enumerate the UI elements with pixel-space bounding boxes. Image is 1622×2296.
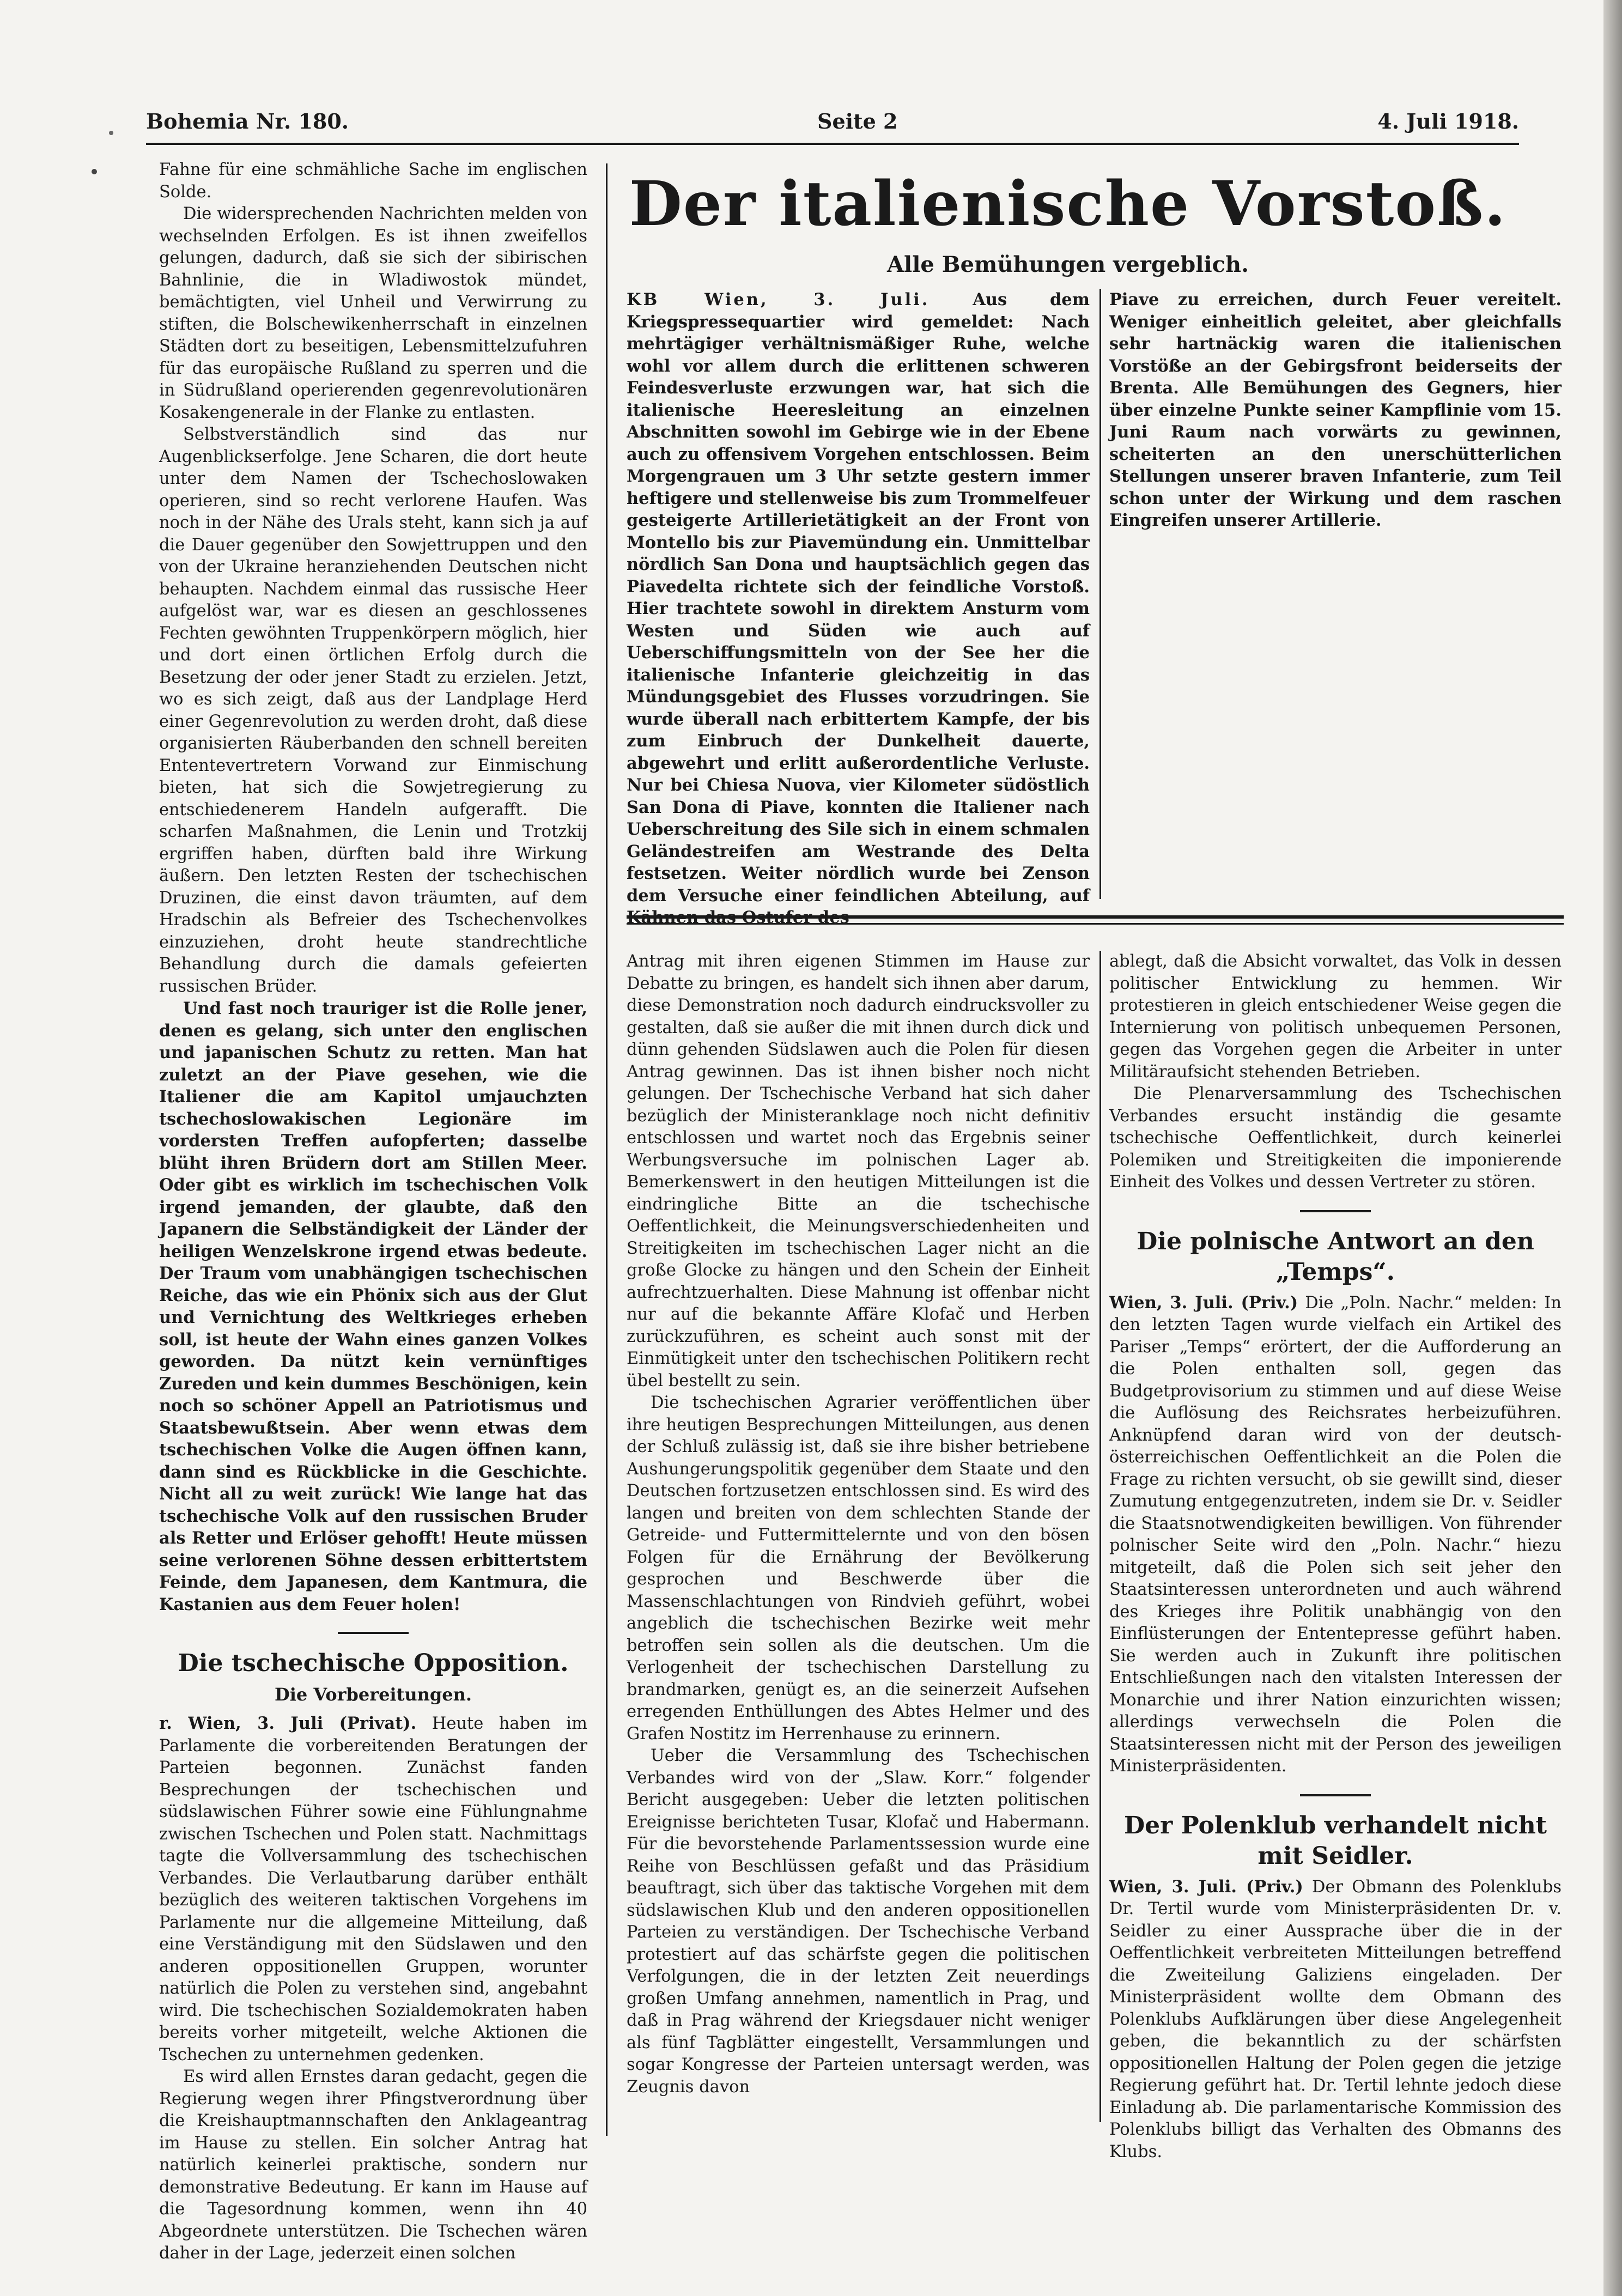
paragraph: [627, 289, 1090, 929]
paragraph-text: Heute haben im Parlamente die vorbereitenden Beratungen der Parteien begonnen. Zunächst fanden Besprechungen der tschechischen und südslawischen Führer sowie eine Fühlungnahme zwischen Tschechen und Polen statt. Nachmittags tagte die Vollversammlung des tschechischen Verbandes. Die Verlautbarung darüber enthält bezüglich des weiteren taktischen Vorgehens im Parlamente nur die allgemeine Mitteilung, daß eine Verständigung mit den Südslawen und den anderen oppositionellen Gruppen, worunter natürlich die Polen zu verstehen sind, angebahnt wird. Die tschechischen Sozialdemokraten haben bereits vorher mitgeteilt, welche Aktionen die Tschechen zu unternehmen gedenken.: [159, 1714, 587, 2064]
paragraph: Es wird allen Ernstes daran gedacht, gegen die Regierung wegen ihrer Pfingstverordnung über die Kreishauptmannschaften den Anklageantrag im Hause zu stellen. Ein solcher Antrag hat natürlich keinerlei praktische, sondern nur demonstrative Bedeutung. Er kann im Hause auf die Tagesordnung kommen, wenn ihn 40 Abgeordnete unterstützen. Die Tschechen wären daher in der Lage, jederzeit einen solchen: [159, 2067, 587, 2263]
column-rule: [1099, 951, 1101, 2122]
punch-hole-mark: [92, 169, 97, 174]
paragraph: Die Plenarversammlung des Tschechischen Verbandes ersucht inständig die gesamte tschechische Oeffentlichkeit, durch keinerlei Polemiken und Streitigkeiten die imponierende Einheit des Volkes und dessen Vertreter zu stören.: [1109, 1084, 1562, 1192]
column-1: [159, 159, 587, 2263]
masthead-issue: Bohemia Nr. 180.: [146, 109, 349, 133]
paragraph: [1109, 1876, 1562, 2164]
dateline: r. Wien, 3. Juli (Privat).: [159, 1714, 417, 1733]
dateline: Wien, 3. Juli. (Priv.): [1109, 1292, 1298, 1313]
column-4: [1109, 951, 1562, 2161]
paragraph: Die tschechischen Agrarier veröffentlichen über ihre heutigen Besprechungen Mitteilungen, aus denen der Schluß zulässig ist, daß sie ihre bisher betriebene Aushungerungspolitik gegenüber dem Staate und den Deutschen fortzusetzen entschlossen sind. Es wird des langen und breiten von dem schlechten Stande der Getreide- und Futtermittelernte und von den bösen Folgen für die Ernährung der Bevölkerung gesprochen und Beschwerde über die Massenschlachtungen von Rindvieh geführt, wobei angeblich die tschechischen Bezirke weit mehr betroffen sein sollen als die deutschen. Um die Verlogenheit der tschechischen Darstellung zu brandmarken, genügt es, an die seinerzeit Aufsehen erregenden Enthüllungen des Abtes Helmer und des Grafen Nostitz im Herrenhause zu erinnern.: [627, 1393, 1090, 1744]
paragraph: Fahne für eine schmähliche Sache im englischen Solde.: [159, 160, 587, 202]
section-rule: [627, 923, 1564, 925]
paragraph: [159, 1712, 587, 2066]
article-subheadline: Alle Bemühungen vergeblich.: [886, 252, 1249, 277]
section-rule: [627, 915, 1564, 919]
page-number: Seite 2: [817, 109, 898, 133]
issue-date: 4. Juli 1918.: [1377, 109, 1519, 133]
page-header: [146, 109, 1519, 142]
paragraph-text: Die „Poln. Nachr.“ melden: In den letzten Tagen wurde vielfach ein Artikel des Pariser „Temps“ erörtert, der die Aufforderung an die Polen enthalten soll, gegen das Budgetprovisorium zu stimmen und auf diese Weise die Auflösung des Reichsrates herbeizuführen. Anknüpfend daran wird von der deutsch-österreichischen Oeffentlichkeit an die Polen die Frage zu richten versucht, ob sie gewillt sind, dieser Zumutung entgegenzutreten, indem sie Dr. v. Seidler die Staatsnotwendigkeiten bewilligen. Von führender polnischer Seite wird den „Poln. Nachr.“ hiezu mitgeteilt, daß die Polen sich seit jeher den Staatsinteressen unterordneten und auch während des Krieges ihre Politik unabhängig von den Einflüsterungen der Ententepresse geführt haben. Sie werden auch in Zukunft ihre politischen Entschließungen nach den vitalsten Interessen der Monarchie und ihrer Nation einzurichten wissen; allerdings verwechseln die Polen die Staatsinteressen nicht mit der Person des jeweiligen Ministerpräsidenten.: [1109, 1293, 1562, 1776]
paragraph: ablegt, daß die Absicht vorwaltet, das Volk in dessen politischer Entwicklung zu hemmen. Wir protestieren in gleich entschiedener Weise gegen die Internierung von politisch unbequemen Personen, gegen das Vorgehen gegen die Arbeiter in unter Militäraufsicht stehenden Betrieben.: [1109, 952, 1562, 1082]
opposition-subheadline: Die Vorbereitungen.: [274, 1684, 472, 1705]
article-column-right: [1109, 289, 1562, 530]
header-rule: [146, 143, 1519, 145]
section-divider: [1300, 1794, 1371, 1796]
polish-answer-headline: Die polnische Antwort an den „Temps“.: [1137, 1227, 1534, 1286]
paragraph: Piave zu erreichen, durch Feuer vereitelt. Weniger einheitlich geleitet, aber gleichfalls sehr hartnäckig waren die italienischen Vorstöße an der Gebirgsfront beiderseits der Brenta. Alle Bemühungen des Gegners, hier über einzelne Punkte seiner Kampflinie vom 15. Juni Raum nach vorwärts zu gewinnen, scheiterten an den unerschütterlichen Stellungen unserer braven Infanterie, zum Teil schon unter der Wirkung und dem raschen Eingreifen unserer Artillerie.: [1109, 290, 1562, 530]
paragraph: Ueber die Versammlung des Tschechischen Verbandes wird von der „Slaw. Korr.“ folgender Bericht ausgegeben: Ueber die letzten politischen Ereignisse berichteten Tusar, Klofač und Habermann. Für die bevorstehende Parlamentssession wurde eine Reihe von Beschlüssen gefaßt und das Präsidium beauftragt, sich über das taktische Vorgehen mit dem südslawischen Klub und den anderen oppositionellen Parteien zu verständigen. Der Tschechische Verband protestiert auf das schärfste gegen die politischen Verfolgungen, die in der letzten Zeit neuerdings großen Umfang annehmen, namentlich in Prag, und daß in Prag während der Kriegsdauer nicht weniger als fünf Tagblätter eingestellt, Versammlungen und sogar Kongresse der Parteien untersagt werden, was Zeugnis davon: [627, 1746, 1090, 2097]
paragraph: Und fast noch trauriger ist die Rolle jener, denen es gelang, sich unter den englischen und japanischen Schutz zu retten. Man hat zuletzt an der Piave gesehen, wie die Italiener die am Kapitol umjauchzten tschechoslowakischen Legionäre im vordersten Treffen aufopferten; dasselbe blüht ihren Brüdern dort am Stillen Meer. Oder gibt es wirklich im tschechischen Volk irgend jemanden, der glaubte, daß den Japanern die Selbständigkeit der Länder der heiligen Wenzelskrone irgend etwas bedeute. Der Traum vom unabhängigen tschechischen Reiche, das wie ein Phönix sich aus der Glut und Vernichtung des Weltkrieges erheben soll, ist heute der Wahn eines ganzen Volkes geworden. Da nützt kein vernünftiges Zureden und kein dummes Beschönigen, kein noch so schöner Appell an Patriotismus und Staatsbewußtsein. Aber wenn etwas dem tschechischen Volke die Augen öffnen kann, dann sind es Rückblicke in die Geschichte. Nicht all zu weit zurück! Wie lange hat das tschechische Volk auf den russischen Bruder als Retter und Erlöser gehofft! Heute müssen seine verlorenen Söhne dessen erbittertstem Feinde, dem Japanesen, dem Kantmura, die Kastanien aus dem Feuer holen!: [159, 999, 587, 1614]
section-divider: [1300, 1210, 1371, 1212]
scan-edge: [1603, 0, 1622, 2296]
polenklub-headline: Der Polenklub verhandelt nicht mit Seidler.: [1123, 1811, 1547, 1870]
article-column-left: [627, 289, 1090, 906]
paragraph: [1109, 1292, 1562, 1778]
punch-hole-mark: [109, 131, 113, 135]
paragraph-text: Der Obmann des Polenklubs Dr. Tertil wurde vom Ministerpräsidenten Dr. v. Seidler zu einer Aussprache über die in der Oeffentlichkeit verbreiteten Mitteilungen betreffend die Zweiteilung Galiziens eingeladen. Der Ministerpräsident wollte dem Obmann des Polenklubs Aufklärungen über diese Angelegenheit geben, die bekanntlich zu der schärfsten oppositionellen Haltung der Polen gegen die jetzige Regierung geführt hat. Dr. Tertil lehnte jedoch diese Einladung ab. Die parlamentarische Kommission des Polenklubs billigt das Verhalten des Obmanns des Klubs.: [1109, 1877, 1562, 2161]
paragraph: Antrag mit ihren eigenen Stimmen im Hause zur Debatte zu bringen, es handelt sich ihnen aber darum, diese Demonstration noch dadurch eindrucksvoller zu gestalten, daß sie außer die mit ihnen durch dick und dünn gehenden Südslawen auch die Polen für diesen Antrag gewinnen. Das ist ihnen bisher noch nicht gelungen. Der Tschechische Verband hat sich daher bezüglich der Ministeranklage noch nicht definitiv entschlossen und wartet noch das Ergebnis seiner Werbungsversuche im polnischen Lager ab. Bemerkenswert in den heutigen Mitteilungen ist die eindringliche Bitte an die tschechische Oeffentlichkeit, die Meinungsverschiedenheiten und Streitigkeiten im tschechischen Lager nicht an die große Glocke zu hängen und den Schein der Einheit aufrechtzuerhalten. Diese Mahnung ist offenbar nicht nur auf die bekannte Affäre Klofač und Herben zurückzuführen, es scheint auch sonst mit der Einmütigkeit unter den tschechischen Politikern recht übel bestellt zu sein.: [627, 952, 1090, 1390]
section-divider: [338, 1632, 409, 1634]
column-3: [627, 951, 1090, 2139]
opposition-headline: Die tschechische Opposition.: [178, 1649, 569, 1677]
dateline: Wien, 3. Juli. (Priv.): [1109, 1876, 1303, 1897]
paragraph-text: Aus dem Kriegspressequartier wird gemeldet: Nach mehrtägiger verhältnismäßiger Ruhe, welche wohl vor allem durch die erlittenen schweren Feindesverluste erzwungen war, hat sich die italienische Heeresleitung an einzelnen Abschnitten sowohl im Gebirge wie in der Ebene auch zu offensivem Vorgehen entschlossen. Beim Morgengrauen um 3 Uhr setzte gestern immer heftigere und stellenweise bis zum Trommelfeuer gesteigerte Artillerietätigkeit an der Front von Montello bis zur Piavemündung ein. Unmittelbar nördlich San Dona und hauptsächlich gegen das Piavedelta richtete sich der feindliche Vorstoß. Hier trachtete sowohl in direktem Ansturm vom Westen und Süden wie auch auf Ueberschiffungsmitteln von der See her die italienische Infanterie gleichzeitig in das Mündungsgebiet des Flusses vorzudringen. Sie wurde überall nach erbittertem Kampfe, der bis zum Einbruch der Dunkelheit dauerte, abgewehrt und erlitt außerordentliche Verluste. Nur bei Chiesa Nuova, vier Kilometer südöstlich San Dona di Piave, konnten die Italiener nach Ueberschreitung des Sile sich in einem schmalen Geländestreifen am Westrande des Delta festsetzen. Weiter nördlich wurde bei Zenson dem Versuche einer feindlichen Abteilung, auf: [627, 290, 1090, 906]
article-headline: Der italienische Vorstoß.: [629, 168, 1507, 240]
paragraph: Die widersprechenden Nachrichten melden von wechselnden Erfolgen. Es ist ihnen zweifellos gelungen, dadurch, daß sie sich der sibirischen Bahnlinie, die in Wladiwostok mündet, bemächtigten, viel Unheil und Verwirrung zu stiften, die Bolschewikenherrschaft in einzelnen Städten dort zu beseitigen, Lebensmittelzufuhren für das europäische Rußland zu sperren und die in Südrußland operierenden gegenrevolutionären Kosakengenerale in der Flanke zu entlasten.: [159, 204, 587, 422]
column-rule: [606, 163, 608, 2136]
column-rule: [1099, 289, 1101, 899]
dateline: KB Wien, 3. Juli.: [627, 290, 930, 309]
paragraph: Selbstverständlich sind das nur Augenblickserfolge. Jene Scharen, die dort heute unter dem Namen der Tschechoslowaken operieren, sind so recht verlorene Haufen. Was noch in der Nähe des Urals steht, kann sich ja auf die Dauer gegenüber den Sowjettruppen und den von der Ukraine heranziehenden Deutschen nicht behaupten. Nachdem einmal das russische Heer aufgelöst war, war es diesen an geschlossenes Fechten gewöhnten Truppenkörpern möglich, hier und dort einen örtlichen Erfolg durch die Besetzung der oder jener Stadt zu erzielen. Jetzt, wo es sich zeigt, daß aus der Landplage Herd einer Gegenrevolution zu werden droht, daß diese organisierten Räuberbanden den schnell bereiten Ententevertretern Vorwand zur Einmischung bieten, hat sich die Sowjetregierung zu entschiedenerem Handeln aufgerafft. Die scharfen Maßnahmen, die Lenin und Trotzkij ergriffen haben, dürften bald ihre Wirkung äußern. Den letzten Resten der tschechischen Druzinen, die einst davon träumten, auf dem Hradschin als Befreier des Tschechenvolkes einzuziehen, droht heute standrechtliche Behandlung durch die damals gefeierten russischen Brüder.: [159, 425, 587, 996]
